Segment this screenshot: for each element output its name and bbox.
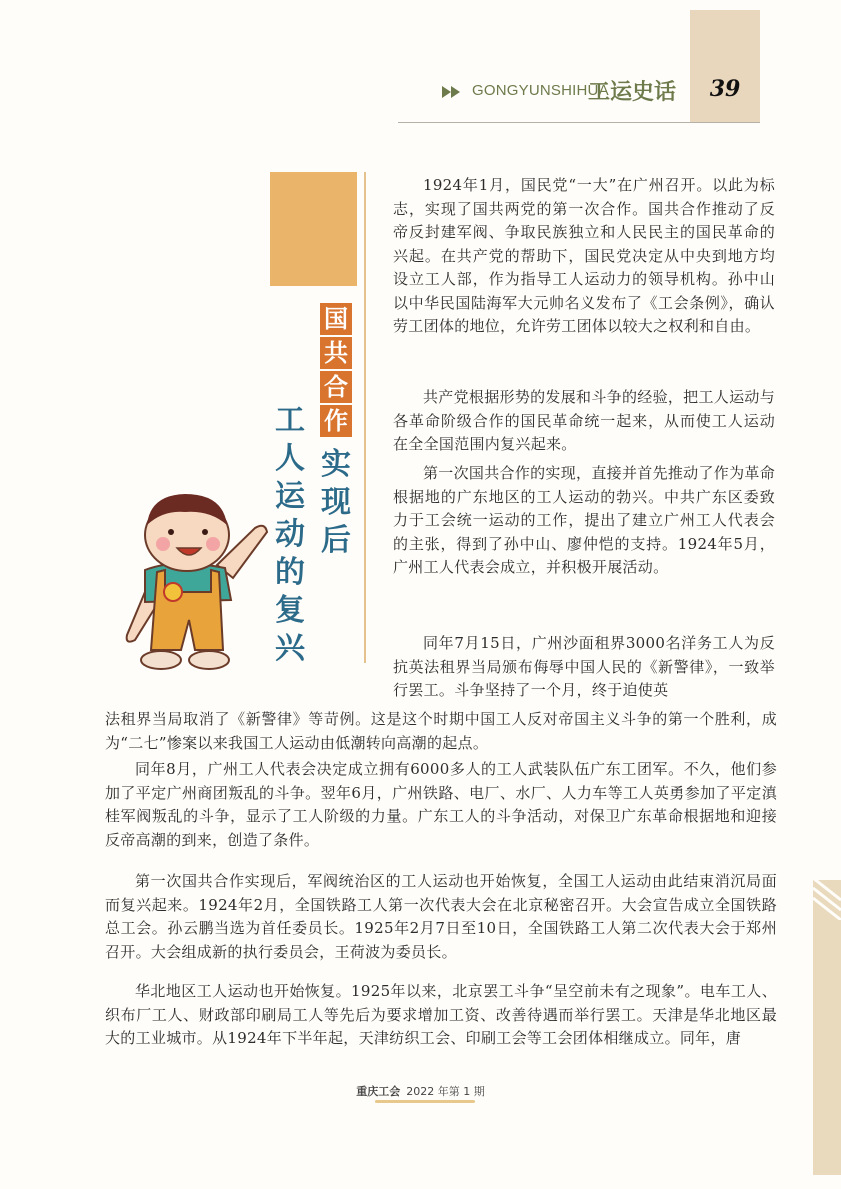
title-char: 后 (321, 523, 351, 558)
footer-brand: 重庆工会 (356, 1085, 401, 1098)
paragraph-7: 华北地区工人运动也开始恢复。1925年以来，北京罢工斗争“呈空前未有之现象”。电车工人、织布厂工人、财政部印刷局工人等先后为要求增加工资、改善待遇而举行罢工。天津是华北地区最大的工业城市。从1924年下半年起，天津纺织工会、印刷工会等工会团体相继成立。同年，唐 (105, 982, 777, 1047)
title-char: 工 (275, 403, 305, 438)
paragraph-1: 1924年1月，国民党“一大”在广州召开。以此为标志，实现了国共两党的第一次合作。国共合作推动了反帝反封建军阀、争取民族独立和人民民主的国民革命的兴起。在共产党的帮助下，国民党决定从中央到地方均设立工人部，作为指导工人运动力的领导机构。孙中山以中华民国陆海军大元帅名义发布了《工会条例》，确认劳工团体的地位，允许劳工团体以较大之权利和自由。 (393, 176, 775, 335)
page-number-panel (690, 10, 760, 122)
paragraph-5: 同年8月，广州工人代表会决定成立拥有6000多人的工人武装队伍广东工团军。不久，他们参加了平定广州商团叛乱的斗争。翌年6月，广州铁路、电厂、水厂、人力车等工人英勇参加了平定滇桂军阀叛乱的斗争，显示了工人阶级的力量。广东工人的斗争活动，对保卫广东革命根据地和迎接反帝高潮的到来，创造了条件。 (105, 760, 777, 849)
title-line-1 (272, 402, 308, 668)
paragraph-2: 共产党根据形势的发展和斗争的经验，把工人运动与各革命阶级合作的国民革命统一起来，从而使工人运动在全全国范围内复兴起来。 (393, 388, 775, 453)
edge-stripe-decor (813, 880, 841, 1175)
title-char: 动 (275, 517, 305, 552)
double-arrow-icon (442, 86, 462, 98)
title-char: 运 (275, 479, 305, 514)
title-tile: 作 (320, 405, 352, 437)
title-vertical-rule (364, 172, 366, 663)
title-char: 实 (321, 447, 351, 482)
title-char: 兴 (275, 631, 305, 666)
title-decor-block (270, 172, 357, 286)
mascot-illustration (105, 470, 275, 675)
paragraph-3: 第一次国共合作的实现，直接并首先推动了作为革命根据地的广东地区的工人运动的勃兴。中共广东区委致力于工会统一运动的工作，提出了建立广州工人代表会的主张，得到了孙中山、廖仲恺的支持。1924年5月，广州工人代表会成立，并积极开展活动。 (393, 464, 775, 576)
edge-diagonal-stripes-icon (813, 880, 841, 920)
title-char: 的 (275, 555, 305, 590)
section-title-en: GONGYUNSHIHUA (472, 82, 609, 99)
title-tile: 国 (320, 303, 352, 335)
page-number: 39 (709, 76, 741, 102)
paragraph-4-end: 法租界当局取消了《新警律》等苛例。这是这个时期中国工人反对帝国主义斗争的第一个胜利，成为“二七”惨案以来我国工人运动由低潮转向高潮的起点。 (105, 710, 777, 752)
header-divider (398, 122, 760, 123)
title-tile: 合 (320, 371, 352, 403)
title-line-2 (318, 446, 354, 560)
footer-issue: 2022 年第 1 期 (406, 1085, 485, 1098)
section-title-cn: 工运史话 (588, 80, 677, 105)
paragraph-6: 第一次国共合作实现后，军阀统治区的工人运动也开始恢复，全国工人运动由此结束消沉局面而复兴起来。1924年2月，全国铁路工人第一次代表大会在北京秘密召开。大会宣告成立全国铁路总工会。孙云鹏当选为首任委员长。1925年2月7日至10日，全国铁路工人第二次代表大会于郑州召开。大会组成新的执行委员会，王荷波为委员长。 (105, 872, 777, 961)
footer (0, 1083, 841, 1099)
title-tile: 共 (320, 337, 352, 369)
title-char: 现 (321, 485, 351, 520)
title-char: 复 (275, 593, 305, 628)
paragraph-4-start: 同年7月15日，广州沙面租界3000名洋务工人为反抗英法租界当局颁布侮辱中国人民的《新警律》，一致举行罢工。斗争坚持了一个月，终于迫使英 (393, 634, 775, 699)
title-char: 人 (275, 441, 305, 476)
footer-underline (375, 1100, 475, 1103)
